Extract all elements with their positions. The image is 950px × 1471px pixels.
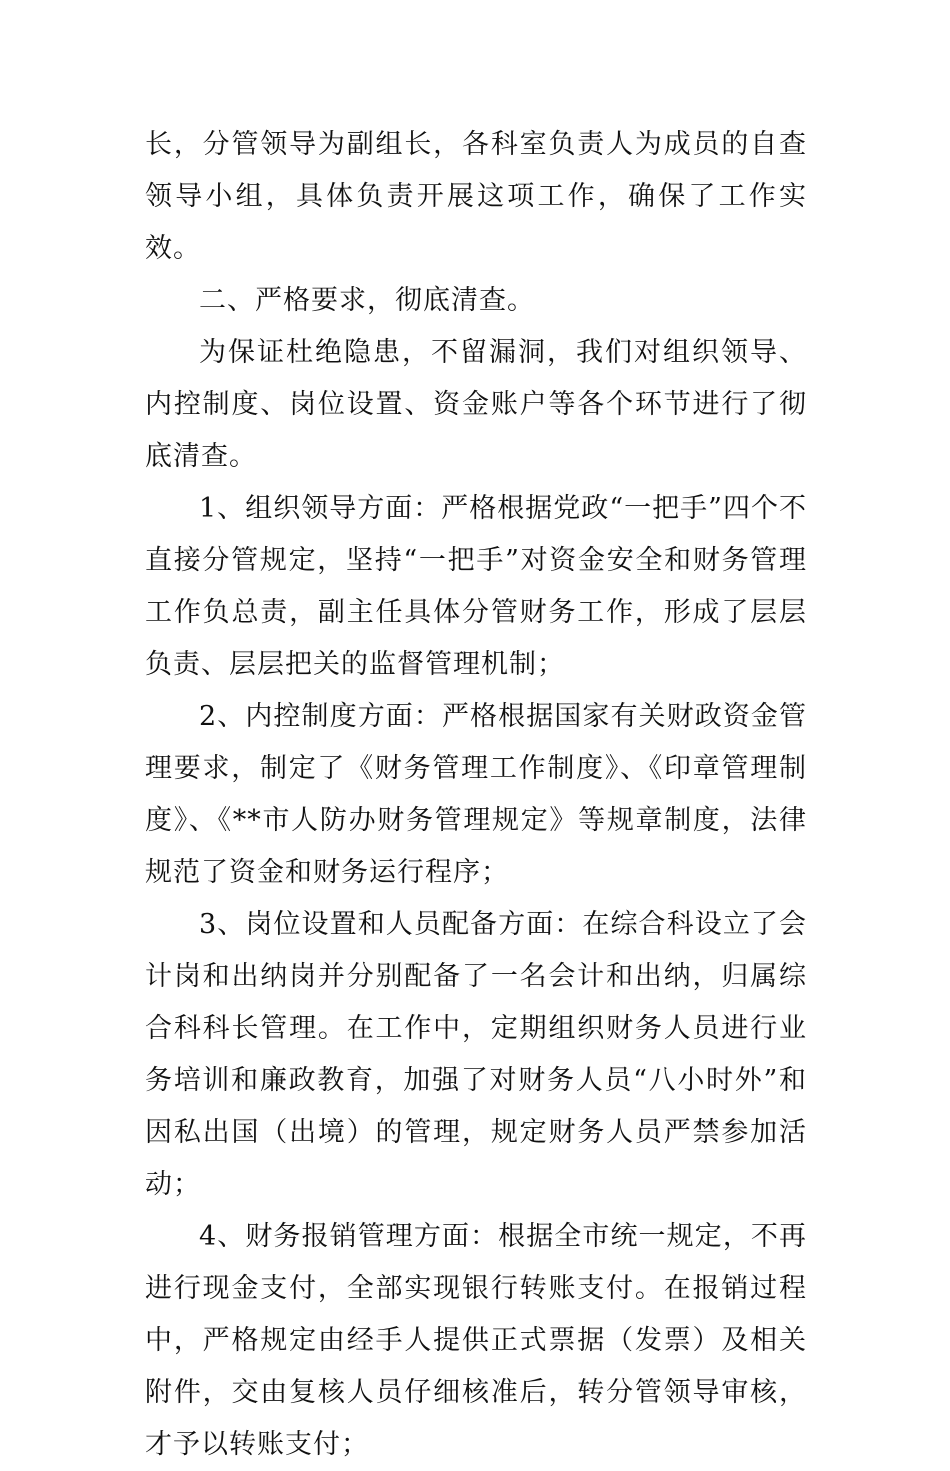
section-heading-2: 二、严格要求，彻底清查。 (199, 285, 535, 316)
paragraph-item-4: 4、财务报销管理方面：根据全市统一规定，不再进行现金支付，全部实现银行转账支付。在报销过程中，严格规定由经手人提供正式票据（发票）及相关附件，交由复核人员仔细核准后，转分管领导审核，才予以转账支付； (145, 1221, 807, 1460)
paragraph-continuation: 长，分管领导为副组长，各科室负责人为成员的自查领导小组，具体负责开展这项工作，确保了工作实效。 (145, 129, 807, 264)
paragraph-intro: 为保证杜绝隐患，不留漏洞，我们对组织领导、内控制度、岗位设置、资金账户等各个环节进行了彻底清查。 (145, 337, 807, 472)
paragraph-item-1: 1、组织领导方面：严格根据党政“一把手”四个不直接分管规定，坚持“一把手”对资金安全和财务管理工作负总责，副主任具体分管财务工作，形成了层层负责、层层把关的监督管理机制； (145, 493, 807, 680)
paragraph-item-2: 2、内控制度方面：严格根据国家有关财政资金管理要求，制定了《财务管理工作制度》、《印章管理制度》、《**市人防办财务管理规定》等规章制度，法律规范了资金和财务运行程序； (145, 701, 807, 888)
document-body (145, 119, 807, 1471)
paragraph-item-3: 3、岗位设置和人员配备方面：在综合科设立了会计岗和出纳岗并分别配备了一名会计和出纳，归属综合科科长管理。在工作中，定期组织财务人员进行业务培训和廉政教育，加强了对财务人员“八小时外”和因私出国（出境）的管理，规定财务人员严禁参加活动； (145, 909, 807, 1200)
